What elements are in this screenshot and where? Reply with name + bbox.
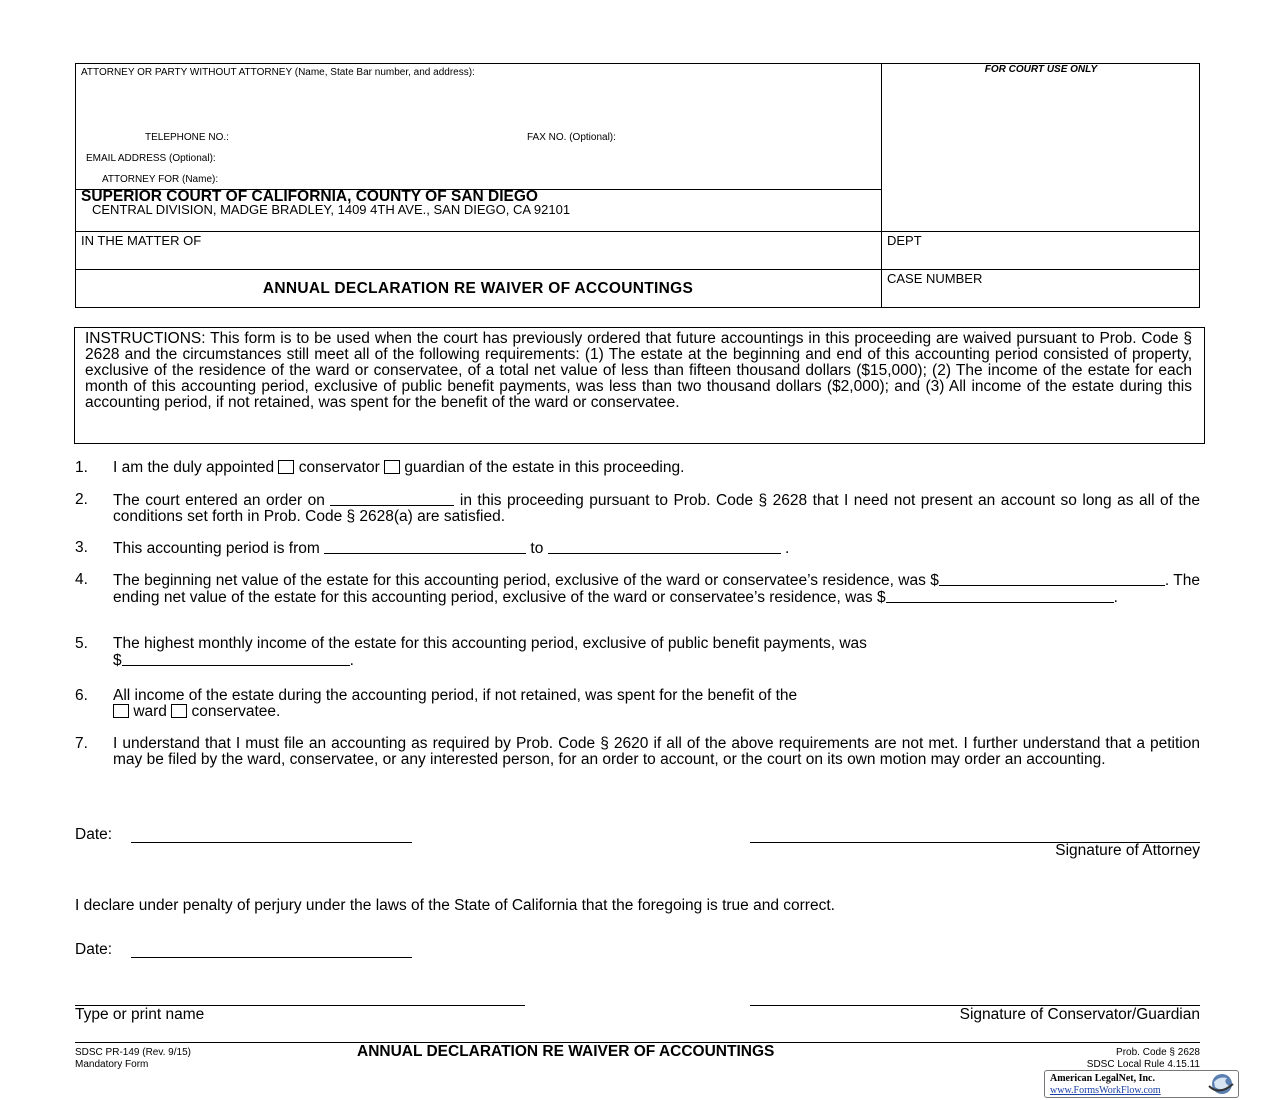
item-1-text-b: conservator [298,459,380,476]
attorney-for-label: ATTORNEY FOR (Name): [102,174,219,185]
caption-box [75,63,1200,308]
order-date-field[interactable] [330,492,454,506]
globe-icon [1207,1072,1235,1096]
fax-label: FAX NO. (Optional): [527,132,616,143]
case-number-label: CASE NUMBER [887,271,983,286]
item-3-text-a: This accounting period is from [113,540,320,557]
matter-label: IN THE MATTER OF [81,233,202,248]
ward-checkbox[interactable] [113,704,129,718]
item-2-text-b: in this proceeding pursuant to Prob. Code § 2628 that I need not present an account so long as all of the conditions set forth in Prob. Code § 2628(a) are satisfied. [113,492,1200,525]
item-4-text-a: The beginning net value of the estate for this accounting period, exclusive of the ward or conservatee’s residence, was $ [113,572,939,589]
date-field-2[interactable] [131,941,412,958]
email-label: EMAIL ADDRESS (Optional): [86,153,216,164]
caption-line-matter [75,231,1200,232]
instructions-box: INSTRUCTIONS: This form is to be used when the court has previously ordered that future accountings in this proceeding are waived pursuant to Prob. Code § 2628 and the circumstances still meet all of the following requirements: (1) The estate at the beginning and end of this accounting period consisted of property, exclusive of the residence of the ward or conservatee, of a total net value of less than fifteen thousand dollars ($15,000); (2) The income of the estate for each month of this accounting period, exclusive of public benefit payments, was less than two thousand dollars ($2,000); and (3) All income of the estate during this accounting period, if not retained, was spent for the benefit of the ward or conservatee. [74,327,1205,444]
print-name-label: Type or print name [75,1006,205,1023]
caption-divider-vertical [881,63,882,308]
item-1 [113,460,1200,476]
item-7-number: 7. [75,735,88,752]
date-label-1: Date: [75,826,113,843]
conservatee-checkbox[interactable] [171,704,187,718]
attorney-label: ATTORNEY OR PARTY WITHOUT ATTORNEY (Name, State Bar number, and address): [81,67,475,78]
item-3-text-c: . [784,540,790,557]
conservator-signature-label: Signature of Conservator/Guardian [959,1006,1200,1023]
item-1-text-a: I am the duly appointed [113,459,275,476]
beginning-value-field[interactable] [939,572,1165,586]
local-rule: SDSC Local Rule 4.15.11 [1086,1059,1200,1070]
item-6-text-a: All income of the estate during the accounting period, if not retained, was spent for the benefit of the [113,687,798,704]
item-6-text-c: conservatee. [191,703,281,720]
americanlegalnet-logo[interactable] [1044,1070,1239,1098]
mandatory-form: Mandatory Form [75,1059,149,1070]
attorney-signature-label: Signature of Attorney [1055,842,1200,859]
item-2-number: 2. [75,491,88,508]
dept-label: DEPT [887,233,922,248]
item-5-text-b: $ [113,652,122,669]
prob-code: Prob. Code § 2628 [1116,1047,1200,1058]
print-name-line[interactable] [75,989,525,1006]
item-4-text-c: . [1113,589,1118,606]
form-title: ANNUAL DECLARATION RE WAIVER OF ACCOUNTINGS [262,280,694,297]
date-label-2: Date: [75,941,113,958]
item-2-text-a: The court entered an order on [113,492,325,509]
logo-name: American LegalNet, Inc. [1050,1073,1155,1084]
telephone-label: TELEPHONE NO.: [145,132,229,143]
item-3-text-b: to [530,540,544,557]
attorney-signature-line[interactable] [750,826,1200,843]
item-5-text-c: . [349,652,354,669]
court-use-label: FOR COURT USE ONLY [984,64,1098,75]
perjury-declaration: I declare under penalty of perjury under the laws of the State of California that the foregoing is true and correct. [75,897,835,914]
item-1-text-c: guardian of the estate in this proceeding. [404,459,685,476]
logo-url: www.FormsWorkFlow.com [1050,1085,1161,1096]
item-5-number: 5. [75,635,88,652]
period-to-field[interactable] [548,540,781,554]
item-1-number: 1. [75,459,88,476]
item-4-text-b: . The ending net value of the estate for this accounting period, exclusive of the ward or conservatee’s residence, was $ [113,572,1200,606]
guardian-checkbox[interactable] [384,460,400,474]
conservator-checkbox[interactable] [278,460,294,474]
item-6-text-b: ward [133,703,167,720]
court-name: SUPERIOR COURT OF CALIFORNIA, COUNTY OF SAN DIEGO [81,188,538,205]
item-2 [113,492,1200,525]
form-id: SDSC PR-149 (Rev. 9/15) [75,1047,191,1058]
date-field-1[interactable] [131,826,412,843]
conservator-signature-line[interactable] [750,989,1200,1006]
item-4 [113,572,1200,606]
item-6-number: 6. [75,687,88,704]
item-5 [113,636,1200,669]
footer-title: ANNUAL DECLARATION RE WAIVER OF ACCOUNTINGS [357,1043,775,1060]
ending-value-field[interactable] [886,589,1114,603]
caption-line-title [75,269,1200,270]
item-5-text-a: The highest monthly income of the estate for this accounting period, exclusive of public benefit payments, was [113,635,867,652]
item-3-number: 3. [75,539,88,556]
item-4-number: 4. [75,571,88,588]
highest-income-field[interactable] [122,652,350,666]
period-from-field[interactable] [324,540,526,554]
court-address: CENTRAL DIVISION, MADGE BRADLEY, 1409 4TH AVE., SAN DIEGO, CA 92101 [92,202,571,217]
item-3 [113,540,1200,557]
item-7: I understand that I must file an accounting as required by Prob. Code § 2620 if all of the above requirements are not met. I further understand that a petition may be filed by the ward, conservatee, or any interested person, for an order to account, or the court on its own motion may order an accounting. [113,735,1200,768]
item-6 [113,688,1200,720]
